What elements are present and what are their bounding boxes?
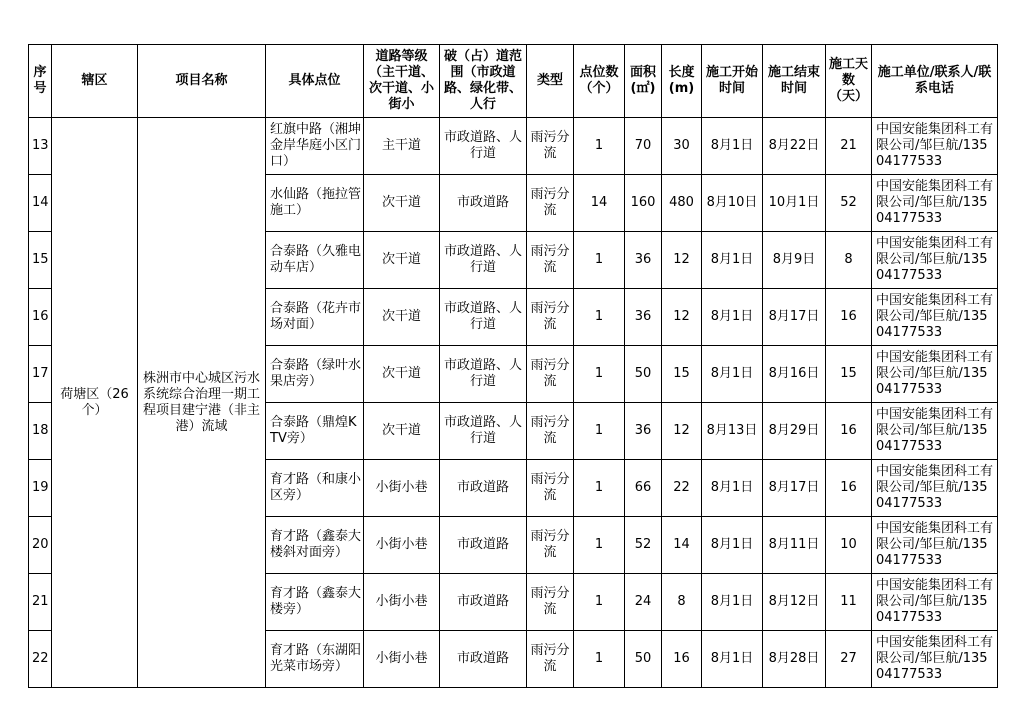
row-index: 18 xyxy=(29,403,52,460)
days-cell: 16 xyxy=(826,460,872,517)
unit-cell: 中国安能集团科工有限公司/邹巨航/13504177533 xyxy=(872,517,998,574)
construction-table xyxy=(28,44,998,688)
days-cell: 8 xyxy=(826,232,872,289)
location-cell: 红旗中路（湘坤金岸华庭小区门口） xyxy=(266,118,364,175)
row-index: 19 xyxy=(29,460,52,517)
road-level-cell: 小街小巷 xyxy=(364,631,440,688)
scope-cell: 市政道路 xyxy=(440,574,527,631)
end-cell: 8月16日 xyxy=(763,346,826,403)
length-cell: 480 xyxy=(662,175,702,232)
start-cell: 8月1日 xyxy=(702,574,763,631)
points-cell: 1 xyxy=(574,118,625,175)
location-cell: 育才路（鑫泰大楼旁） xyxy=(266,574,364,631)
area-cell: 66 xyxy=(625,460,662,517)
end-cell: 8月17日 xyxy=(763,460,826,517)
scope-cell: 市政道路、人行道 xyxy=(440,289,527,346)
area-cell: 160 xyxy=(625,175,662,232)
length-cell: 30 xyxy=(662,118,702,175)
start-cell: 8月10日 xyxy=(702,175,763,232)
type-cell: 雨污分流 xyxy=(527,175,574,232)
days-cell: 15 xyxy=(826,346,872,403)
scope-cell: 市政道路 xyxy=(440,460,527,517)
scope-cell: 市政道路、人行道 xyxy=(440,118,527,175)
row-index: 14 xyxy=(29,175,52,232)
points-cell: 1 xyxy=(574,460,625,517)
days-cell: 16 xyxy=(826,403,872,460)
road-level-cell: 次干道 xyxy=(364,175,440,232)
location-cell: 合泰路（鼎煌KTV旁） xyxy=(266,403,364,460)
end-cell: 8月22日 xyxy=(763,118,826,175)
start-cell: 8月1日 xyxy=(702,346,763,403)
points-cell: 1 xyxy=(574,403,625,460)
start-cell: 8月13日 xyxy=(702,403,763,460)
row-index: 21 xyxy=(29,574,52,631)
road-level-cell: 次干道 xyxy=(364,289,440,346)
unit-cell: 中国安能集团科工有限公司/邹巨航/13504177533 xyxy=(872,232,998,289)
type-cell: 雨污分流 xyxy=(527,232,574,289)
header-length: 长度(m) xyxy=(662,45,702,118)
area-cell: 50 xyxy=(625,346,662,403)
length-cell: 14 xyxy=(662,517,702,574)
days-cell: 11 xyxy=(826,574,872,631)
length-cell: 16 xyxy=(662,631,702,688)
row-index: 17 xyxy=(29,346,52,403)
area-cell: 36 xyxy=(625,232,662,289)
header-points: 点位数（个） xyxy=(574,45,625,118)
unit-cell: 中国安能集团科工有限公司/邹巨航/13504177533 xyxy=(872,574,998,631)
length-cell: 12 xyxy=(662,403,702,460)
days-cell: 16 xyxy=(826,289,872,346)
area-cell: 70 xyxy=(625,118,662,175)
points-cell: 1 xyxy=(574,346,625,403)
area-cell: 36 xyxy=(625,289,662,346)
scope-cell: 市政道路 xyxy=(440,631,527,688)
unit-cell: 中国安能集团科工有限公司/邹巨航/13504177533 xyxy=(872,403,998,460)
road-level-cell: 小街小巷 xyxy=(364,460,440,517)
row-index: 22 xyxy=(29,631,52,688)
scope-cell: 市政道路、人行道 xyxy=(440,232,527,289)
type-cell: 雨污分流 xyxy=(527,517,574,574)
days-cell: 21 xyxy=(826,118,872,175)
road-level-cell: 次干道 xyxy=(364,403,440,460)
length-cell: 8 xyxy=(662,574,702,631)
header-unit: 施工单位/联系人/联系电话 xyxy=(872,45,998,118)
project-cell: 株洲市中心城区污水系统综合治理一期工程项目建宁港（非主港）流域 xyxy=(138,118,266,688)
start-cell: 8月1日 xyxy=(702,460,763,517)
end-cell: 8月9日 xyxy=(763,232,826,289)
end-cell: 10月1日 xyxy=(763,175,826,232)
road-level-cell: 次干道 xyxy=(364,232,440,289)
road-level-cell: 小街小巷 xyxy=(364,517,440,574)
start-cell: 8月1日 xyxy=(702,289,763,346)
road-level-cell: 小街小巷 xyxy=(364,574,440,631)
scope-cell: 市政道路 xyxy=(440,517,527,574)
row-index: 16 xyxy=(29,289,52,346)
scope-cell: 市政道路 xyxy=(440,175,527,232)
location-cell: 合泰路（久雅电动车店） xyxy=(266,232,364,289)
table-row xyxy=(29,118,998,175)
end-cell: 8月29日 xyxy=(763,403,826,460)
location-cell: 水仙路（拖拉管施工） xyxy=(266,175,364,232)
header-start: 施工开始时间 xyxy=(702,45,763,118)
end-cell: 8月17日 xyxy=(763,289,826,346)
type-cell: 雨污分流 xyxy=(527,631,574,688)
row-index: 15 xyxy=(29,232,52,289)
scope-cell: 市政道路、人行道 xyxy=(440,403,527,460)
type-cell: 雨污分流 xyxy=(527,403,574,460)
header-end: 施工结束时间 xyxy=(763,45,826,118)
unit-cell: 中国安能集团科工有限公司/邹巨航/13504177533 xyxy=(872,175,998,232)
length-cell: 22 xyxy=(662,460,702,517)
row-index: 20 xyxy=(29,517,52,574)
type-cell: 雨污分流 xyxy=(527,574,574,631)
header-location: 具体点位 xyxy=(266,45,364,118)
header-type: 类型 xyxy=(527,45,574,118)
header-area: 面积(㎡) xyxy=(625,45,662,118)
header-project: 项目名称 xyxy=(138,45,266,118)
points-cell: 1 xyxy=(574,232,625,289)
type-cell: 雨污分流 xyxy=(527,460,574,517)
road-level-cell: 次干道 xyxy=(364,346,440,403)
length-cell: 12 xyxy=(662,289,702,346)
end-cell: 8月28日 xyxy=(763,631,826,688)
end-cell: 8月12日 xyxy=(763,574,826,631)
points-cell: 1 xyxy=(574,631,625,688)
start-cell: 8月1日 xyxy=(702,517,763,574)
area-cell: 50 xyxy=(625,631,662,688)
type-cell: 雨污分流 xyxy=(527,118,574,175)
type-cell: 雨污分流 xyxy=(527,346,574,403)
row-index: 13 xyxy=(29,118,52,175)
length-cell: 12 xyxy=(662,232,702,289)
unit-cell: 中国安能集团科工有限公司/邹巨航/13504177533 xyxy=(872,289,998,346)
days-cell: 52 xyxy=(826,175,872,232)
unit-cell: 中国安能集团科工有限公司/邹巨航/13504177533 xyxy=(872,346,998,403)
points-cell: 14 xyxy=(574,175,625,232)
type-cell: 雨污分流 xyxy=(527,289,574,346)
unit-cell: 中国安能集团科工有限公司/邹巨航/13504177533 xyxy=(872,460,998,517)
start-cell: 8月1日 xyxy=(702,118,763,175)
points-cell: 1 xyxy=(574,517,625,574)
days-cell: 27 xyxy=(826,631,872,688)
unit-cell: 中国安能集团科工有限公司/邹巨航/13504177533 xyxy=(872,118,998,175)
area-cell: 52 xyxy=(625,517,662,574)
location-cell: 合泰路（绿叶水果店旁） xyxy=(266,346,364,403)
header-index: 序号 xyxy=(29,45,52,118)
unit-cell: 中国安能集团科工有限公司/邹巨航/13504177533 xyxy=(872,631,998,688)
road-level-cell: 主干道 xyxy=(364,118,440,175)
length-cell: 15 xyxy=(662,346,702,403)
start-cell: 8月1日 xyxy=(702,631,763,688)
header-road-level: 道路等级（主干道、次干道、小街小 xyxy=(364,45,440,118)
location-cell: 合泰路（花卉市场对面） xyxy=(266,289,364,346)
end-cell: 8月11日 xyxy=(763,517,826,574)
scope-cell: 市政道路、人行道 xyxy=(440,346,527,403)
points-cell: 1 xyxy=(574,574,625,631)
header-scope: 破（占）道范围（市政道路、绿化带、人行 xyxy=(440,45,527,118)
area-cell: 36 xyxy=(625,403,662,460)
header-row xyxy=(29,45,998,118)
days-cell: 10 xyxy=(826,517,872,574)
points-cell: 1 xyxy=(574,289,625,346)
location-cell: 育才路（东湖阳光菜市场旁） xyxy=(266,631,364,688)
header-district: 辖区 xyxy=(52,45,138,118)
location-cell: 育才路（鑫泰大楼斜对面旁） xyxy=(266,517,364,574)
district-cell: 荷塘区（26个） xyxy=(52,118,138,688)
location-cell: 育才路（和康小区旁） xyxy=(266,460,364,517)
area-cell: 24 xyxy=(625,574,662,631)
header-days: 施工天数（天） xyxy=(826,45,872,118)
start-cell: 8月1日 xyxy=(702,232,763,289)
